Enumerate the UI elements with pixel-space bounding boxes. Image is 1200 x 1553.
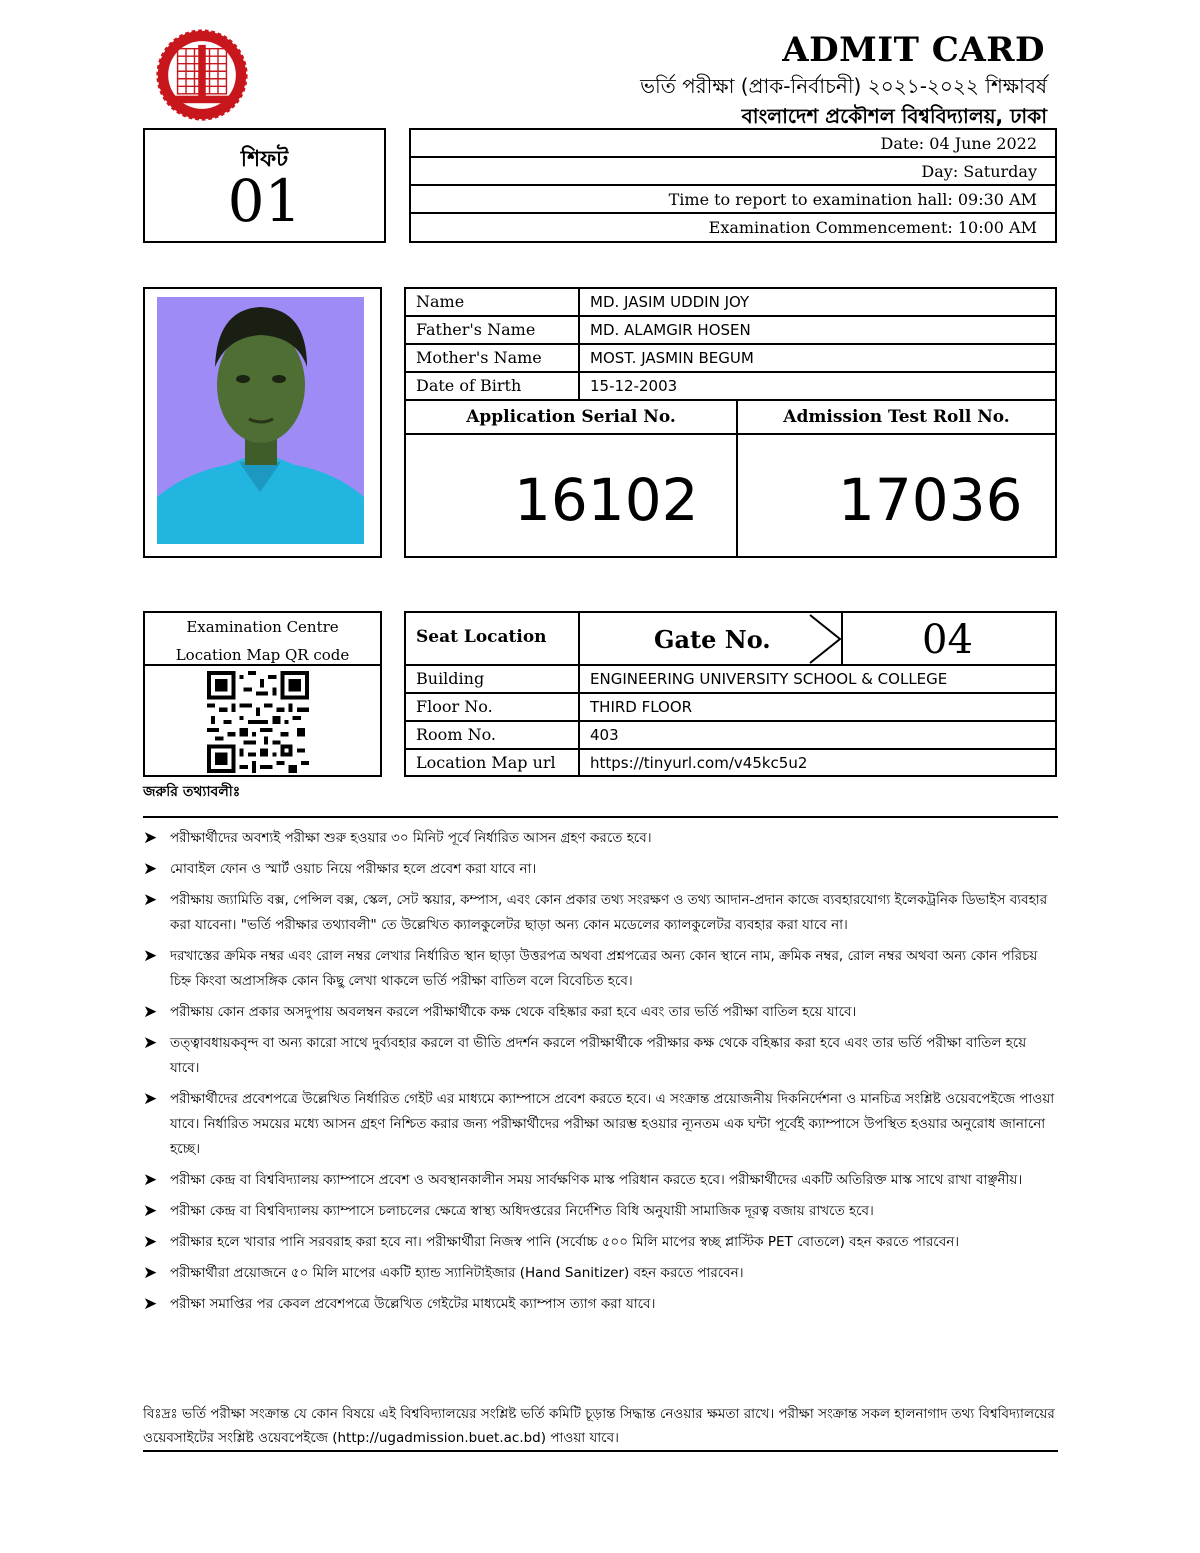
- list-item: [143, 944, 1058, 994]
- qr-label: [145, 613, 380, 666]
- number-header-row: [406, 401, 1055, 435]
- note-text: পরীক্ষার হলে খাবার পানি সরবরাহ করা হবে না। পরীক্ষার্থীরা নিজস্ব পানি (সর্বোচ্চ ৫০০ মিলি মাপের স্বচ্ছ প্লাস্টিক PET বোতলে) বহন করতে পারবেন।: [170, 1234, 960, 1250]
- roll-label: Admission Test Roll No.: [783, 407, 1010, 427]
- room-value: 403: [590, 726, 619, 744]
- arrow-bullet-icon: ➤: [143, 1002, 158, 1022]
- arrow-bullet-icon: ➤: [143, 946, 158, 966]
- arrow-bullet-icon: ➤: [143, 1033, 158, 1053]
- seat-row-map-url: [406, 750, 1055, 778]
- father-name-label: Father's Name: [416, 320, 536, 339]
- report-time: Time to report to examination hall: 09:30 AM: [411, 186, 1055, 214]
- dob-value: 15-12-2003: [590, 377, 678, 395]
- note-text: পরীক্ষা কেন্দ্র বা বিশ্ববিদ্যালয় ক্যাম্পাসে চলাচলের ক্ষেত্রে স্বাস্থ্য অধিদপ্তরের নির্দেশিত বিধি অনুযায়ী সামাজিক দূরত্ব বজায় রাখতে হবে।: [170, 1203, 874, 1219]
- seat-row-building: [406, 666, 1055, 694]
- building-value: ENGINEERING UNIVERSITY SCHOOL & COLLEGE: [590, 670, 948, 688]
- notes-list: [143, 826, 1058, 1323]
- list-item: [143, 1000, 1058, 1025]
- notes-title: জরুরি তথ্যাবলীঃ: [143, 784, 241, 800]
- university-seal-icon: [155, 28, 249, 122]
- floor-label: Floor No.: [416, 697, 493, 716]
- info-row-father: [406, 317, 1055, 345]
- qr-code-icon: [207, 671, 309, 773]
- candidate-info-table: [404, 287, 1057, 558]
- info-row-name: [406, 289, 1055, 317]
- note-text: পরীক্ষার্থীদের প্রবেশপত্রে উল্লেখিত নির্ধারিত গেইট এর মাধ্যমে ক্যাম্পাসে প্রবেশ করতে হবে। এ সংক্রান্ত প্রয়োজনীয় দিকনির্দেশনা ও মানচিত্র সংশ্লিষ্ট ওয়েবপেইজে পাওয়া যাবে। নির্ধারিত সময়ের মধ্যে আসন গ্রহণ নিশ্চিত করার জন্য পরীক্ষার্থীদের পরীক্ষা আরম্ভ হওয়ার ন্যূনতম এক ঘন্টা পূর্বেই ক্যাম্পাসে উপস্থিত হওয়ার অনুরোধ জানানো হচ্ছে।: [170, 1091, 1055, 1157]
- seat-location-heading: Seat Location: [416, 627, 547, 647]
- university-name: বাংলাদেশ প্রকৌশল বিশ্ববিদ্যালয়, ঢাকা: [741, 104, 1047, 128]
- seat-header-row: [406, 613, 1055, 666]
- note-text: তত্ত্বাবধায়কবৃন্দ বা অন্য কারো সাথে দুর্ব্যবহার করলে বা ভীতি প্রদর্শন করলে পরীক্ষার্থীকে পরীক্ষার কক্ষ থেকে বহিষ্কার করা হবে এবং তার ভর্তি পরীক্ষা বাতিল হয়ে যাবে।: [170, 1035, 1027, 1076]
- room-label: Room No.: [416, 725, 497, 744]
- arrow-bullet-icon: ➤: [143, 1294, 158, 1314]
- serial-number: 16102: [514, 466, 699, 534]
- note-text: পরীক্ষার্থীরা প্রয়োজনে ৫০ মিলি মাপের একটি হ্যান্ড স্যানিটাইজার (Hand Sanitizer) বহন করতে পারবেন।: [170, 1265, 744, 1281]
- divider: [143, 816, 1058, 818]
- arrow-bullet-icon: ➤: [143, 1232, 158, 1252]
- arrow-bullet-icon: ➤: [143, 1263, 158, 1283]
- number-divider: [736, 401, 738, 556]
- exam-commencement: Examination Commencement: 10:00 AM: [708, 218, 1037, 237]
- dob-label: Date of Birth: [416, 376, 522, 395]
- shift-box: [143, 128, 386, 243]
- arrow-bullet-icon: ➤: [143, 1201, 158, 1221]
- building-label: Building: [416, 669, 485, 688]
- list-item: [143, 888, 1058, 938]
- list-item: [143, 1087, 1058, 1162]
- name-label: Name: [416, 292, 465, 311]
- exam-day: Day: Saturday: [411, 158, 1055, 186]
- candidate-photo: [157, 297, 364, 544]
- serial-label: Application Serial No.: [466, 407, 676, 427]
- note-text: পরীক্ষা সমাপ্তির পর কেবল প্রবেশপত্রে উল্লেখিত গেইটের মাধ্যমেই ক্যাম্পাস ত্যাগ করা যাবে।: [170, 1296, 656, 1312]
- list-item: [143, 1199, 1058, 1224]
- mother-name-label: Mother's Name: [416, 348, 542, 367]
- map-url-link[interactable]: https://tinyurl.com/v45kc5u2: [590, 754, 808, 772]
- roll-number: 17036: [838, 466, 1023, 534]
- arrow-bullet-icon: ➤: [143, 890, 158, 910]
- note-text: পরীক্ষায় জ্যামিতি বক্স, পেন্সিল বক্স, স্কেল, সেট স্কয়ার, কম্পাস, এবং কোন প্রকার তথ্য সংরক্ষণ ও তথ্য আদান-প্রদান কাজে ব্যবহারযোগ্য ইলেকট্রনিক ডিভাইস ব্যবহার করা যাবেনা। "ভর্তি পরীক্ষার তথ্যাবলী" তে উল্লেখিত ক্যালকুলেটর ছাড়া অন্য কোন মডেলের ক্যালকুলেটর ব্যবহার করা যাবে না।: [170, 892, 1048, 933]
- divider: [143, 1450, 1058, 1452]
- map-url-label: Location Map url: [416, 753, 556, 772]
- note-text: পরীক্ষা কেন্দ্র বা বিশ্ববিদ্যালয় ক্যাম্পাসে প্রবেশ ও অবস্থানকালীন সময় সার্বক্ষণিক মাস্ক পরিধান করতে হবে। পরীক্ষার্থীদের একটি অতিরিক্ত মাস্ক সাথে রাখা বাঞ্ছনীয়।: [170, 1172, 1023, 1188]
- shift-number: 01: [227, 167, 302, 235]
- seat-row-room: [406, 722, 1055, 750]
- seat-location-table: [404, 611, 1057, 777]
- arrow-bullet-icon: ➤: [143, 828, 158, 848]
- exam-subtitle: ভর্তি পরীক্ষা (প্রাক-নির্বাচনী) ২০২১-২০২২ শিক্ষাবর্ষ: [640, 74, 1047, 98]
- seat-divider: [578, 613, 580, 664]
- arrow-bullet-icon: ➤: [143, 1089, 158, 1109]
- note-text: পরীক্ষায় কোন প্রকার অসদুপায় অবলম্বন করলে পরীক্ষার্থীকে কক্ষ থেকে বহিষ্কার করা হবে এবং তার ভর্তি পরীক্ষা বাতিল হয়ে যাবে।: [170, 1004, 857, 1020]
- list-item: [143, 1261, 1058, 1286]
- photo-frame: [143, 287, 382, 558]
- floor-value: THIRD FLOOR: [590, 698, 693, 716]
- gate-arrow-icon: [808, 613, 844, 664]
- note-text: পরীক্ষার্থীদের অবশ্যই পরীক্ষা শুরু হওয়ার ৩০ মিনিট পূর্বে নির্ধারিত আসন গ্রহণ করতে হবে।: [170, 830, 652, 846]
- gate-number: 04: [922, 617, 973, 663]
- name-value: MD. JASIM UDDIN JOY: [590, 293, 750, 311]
- list-item: [143, 826, 1058, 851]
- qr-box: [143, 611, 382, 777]
- list-item: [143, 1230, 1058, 1255]
- info-row-mother: [406, 345, 1055, 373]
- gate-label: Gate No.: [654, 625, 771, 654]
- exam-date: Date: 04 June 2022: [411, 130, 1055, 158]
- schedule-box: [409, 128, 1057, 243]
- qr-label-line1: Examination Centre: [186, 618, 339, 636]
- info-row-dob: [406, 373, 1055, 401]
- note-text: দরখাস্তের ক্রমিক নম্বর এবং রোল নম্বর লেখার নির্ধারিত স্থান ছাড়া উত্তরপত্র অথবা প্রশ্নপত্রের অন্য কোন স্থানে নাম, ক্রমিক নম্বর, রোল নম্বর অথবা অন্য কোন পরিচয় চিহ্ন কিংবা অপ্রাসঙ্গিক কোন কিছু লেখা থাকলে ভর্তি পরীক্ষা বাতিল বলে বিবেচিত হবে।: [170, 948, 1038, 989]
- seat-row-floor: [406, 694, 1055, 722]
- qr-label-line2: Location Map QR code: [175, 646, 350, 664]
- note-text: মোবাইল ফোন ও স্মার্ট ওয়াচ নিয়ে পরীক্ষার হলে প্রবেশ করা যাবে না।: [170, 861, 537, 877]
- arrow-bullet-icon: ➤: [143, 1170, 158, 1190]
- footer-note: বিঃদ্রঃ ভর্তি পরীক্ষা সংক্রান্ত যে কোন বিষয়ে এই বিশ্ববিদ্যালয়ের সংশ্লিষ্ট ভর্তি কমিটি চূড়ান্ত সিদ্ধান্ত নেওয়ার ক্ষমতা রাখে। পরীক্ষা সংক্রান্ত সকল হালনাগাদ তথ্য বিশ্ববিদ্যালয়ের ওয়েবসাইটের সংশ্লিষ্ট ওয়েবপেইজে (http://ugadmission.buet.ac.bd) পাওয়া যাবে।: [143, 1406, 1055, 1446]
- list-item: [143, 1168, 1058, 1193]
- list-item: [143, 857, 1058, 882]
- list-item: [143, 1031, 1058, 1081]
- father-name-value: MD. ALAMGIR HOSEN: [590, 321, 751, 339]
- mother-name-value: MOST. JASMIN BEGUM: [590, 349, 754, 367]
- arrow-bullet-icon: ➤: [143, 859, 158, 879]
- shift-label: শিফট: [240, 147, 289, 172]
- list-item: [143, 1292, 1058, 1317]
- page-title: ADMIT CARD: [782, 30, 1045, 70]
